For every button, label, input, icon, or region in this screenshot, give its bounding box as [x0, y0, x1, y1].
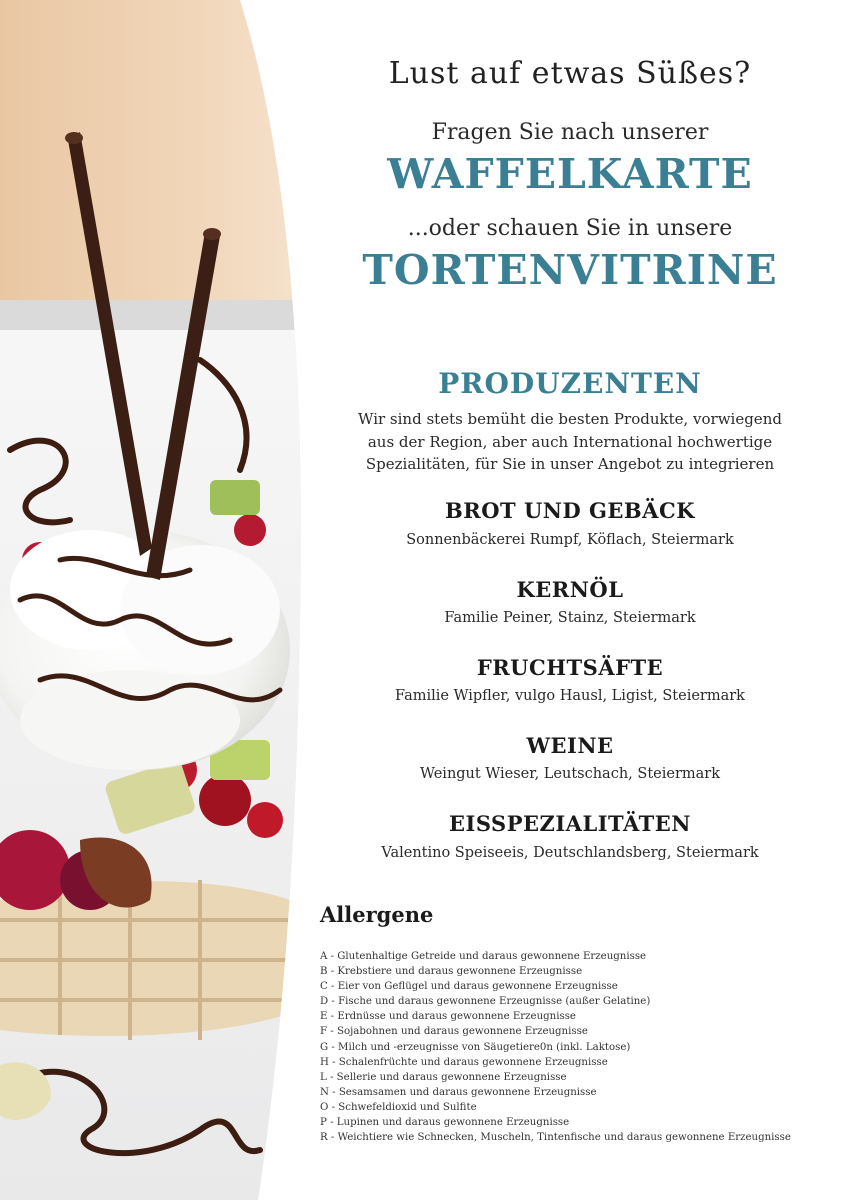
- allergen-item: D - Fische und daraus gewonnene Erzeugnisse (außer Gelatine): [320, 996, 651, 1008]
- allergen-item: B - Krebstiere und daraus gewonnene Erzeugnisse: [320, 966, 583, 978]
- producers-intro-line: Spezialitäten, für Sie in unser Angebot zu integrieren: [365, 455, 775, 473]
- section-title-wines: WEINE: [526, 733, 614, 758]
- section-text-juices: Familie Wipfler, vulgo Hausl, Ligist, Steiermark: [395, 688, 745, 704]
- allergen-item: O - Schwefeldioxid und Sulfite: [320, 1101, 477, 1113]
- allergens-list: [320, 949, 840, 1145]
- section-text-bread: Sonnenbäckerei Rumpf, Köflach, Steiermark: [406, 532, 734, 548]
- allergen-item: A - Glutenhaltige Getreide und daraus gewonnene Erzeugnisse: [320, 951, 647, 962]
- allergen-item: G - Milch und -erzeugnisse von Säugetiere0n (inkl. Laktose): [320, 1041, 631, 1053]
- section-text-icecream: Valentino Speiseeis, Deutschlandsberg, Steiermark: [381, 845, 759, 861]
- cake-showcase-title: TORTENVITRINE: [362, 246, 778, 294]
- section-text-oil: Familie Peiner, Stainz, Steiermark: [444, 610, 696, 626]
- allergen-item: H - Schalenfrüchte und daraus gewonnene Erzeugnisse: [320, 1056, 608, 1068]
- producers-title: PRODUZENTEN: [438, 367, 702, 400]
- waffle-menu-title: WAFFELKARTE: [387, 150, 753, 198]
- cake-intro-text: ...oder schauen Sie in unsere: [407, 216, 733, 241]
- allergen-item: P - Lupinen und daraus gewonnene Erzeugnisse: [320, 1117, 570, 1129]
- producers-intro-line: Wir sind stets bemüht die besten Produkte, vorwiegend: [358, 410, 782, 428]
- allergens-title: Allergene: [320, 902, 434, 927]
- allergen-item: R - Weichtiere wie Schnecken, Muscheln, Tintenfische und daraus gewonnene Erzeugnisse: [320, 1132, 791, 1144]
- sweets-question-heading: Lust auf etwas Süßes?: [388, 56, 752, 91]
- allergen-item: C - Eier von Geflügel und daraus gewonnene Erzeugnisse: [320, 981, 618, 993]
- section-title-bread: BROT UND GEBÄCK: [445, 498, 695, 523]
- allergen-item: N - Sesamsamen und daraus gewonnene Erzeugnisse: [320, 1086, 597, 1098]
- allergen-item: L - Sellerie und daraus gewonnene Erzeugnisse: [320, 1071, 567, 1083]
- allergen-item: F - Sojabohnen und daraus gewonnene Erzeugnisse: [320, 1026, 588, 1038]
- producers-intro-line: aus der Region, aber auch International hochwertige: [367, 432, 773, 451]
- allergen-item: E - Erdnüsse und daraus gewonnene Erzeugnisse: [320, 1011, 576, 1023]
- section-title-juices: FRUCHTSÄFTE: [476, 655, 664, 680]
- section-title-icecream: EISSPEZIALITÄTEN: [449, 811, 691, 836]
- waffle-intro-text: Fragen Sie nach unserer: [431, 120, 709, 145]
- producers-intro: [300, 408, 840, 476]
- section-title-oil: KERNÖL: [516, 577, 624, 602]
- allergens-block: [320, 902, 840, 1145]
- section-text-wines: Weingut Wieser, Leutschach, Steiermark: [420, 766, 720, 782]
